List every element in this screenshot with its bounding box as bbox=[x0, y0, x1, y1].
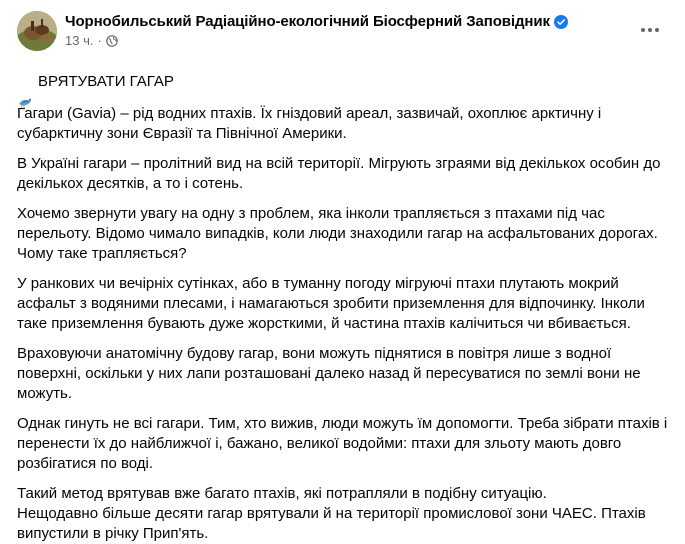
bird-icon bbox=[17, 74, 33, 90]
page-name-link[interactable]: Чорнобильський Радіаційно-екологічний Біосферний Заповідник bbox=[65, 13, 550, 30]
post-title-text: ВРЯТУВАТИ ГАГАР bbox=[38, 73, 174, 90]
post-meta bbox=[65, 10, 568, 49]
post-body bbox=[17, 72, 668, 544]
post-time-row bbox=[65, 33, 568, 49]
post-timestamp[interactable]: 13 ч. bbox=[65, 33, 94, 48]
post-paragraph: Гагари (Gavia) – рід водних птахів. Їх гніздовий ареал, зазвичай, охоплює арктичну і субарктичну зони Євразії та Північної Америки. bbox=[17, 105, 602, 142]
more-options-button[interactable] bbox=[632, 12, 668, 48]
page-avatar[interactable] bbox=[17, 11, 57, 51]
post-paragraph: Враховуючи анатомічну будову гагар, вони можуть піднятися в повітря лише з водної поверхні, оскільки у них лапи розташовані далеко назад й пересуватися по землі вони не можуть. bbox=[17, 345, 641, 402]
page-name-row bbox=[65, 12, 568, 32]
more-options-icon bbox=[641, 28, 645, 32]
post-paragraph: Такий метод врятував вже багато птахів, які потрапляли в подібну ситуацію. Нещодавно більше десяти гагар врятували й на території промислової зони ЧАЕС. Птахів випустили в річку Прип'ять. bbox=[17, 485, 646, 542]
globe-icon[interactable] bbox=[106, 35, 118, 47]
verified-badge-icon bbox=[554, 15, 568, 29]
separator-dot: · bbox=[97, 33, 102, 48]
post-paragraph: В Україні гагари – пролітний вид на всій території. Мігрують зграями від декількох особин до декількох десятків, а то і сотень. bbox=[17, 155, 661, 192]
post-paragraph: Однак гинуть не всі гагари. Тим, хто вижив, люди можуть їм допомогти. Треба зібрати птахів і перенести їх до найближчої і, бажано, великої водойми: птахи для зльоту мають довго розбігатися по воді. bbox=[17, 415, 668, 472]
post-title bbox=[17, 72, 668, 92]
post-paragraph: У ранкових чи вечірніх сутінках, або в туманну погоду мігруючі птахи плутають мокрий асфальт з водяними плесами, і намагаються зробити приземлення для відпочинку. Інколи таке приземлення бувають дуже жорсткими, й частина птахів калічиться чи вбивається. bbox=[17, 275, 645, 332]
post-paragraph: Хочемо звернути увагу на одну з проблем, яка інколи трапляється з птахами під час перельоту. Відомо чимало випадків, коли люди знаходили гагар на асфальтованих дорогах. Чому таке трапляється? bbox=[17, 205, 658, 262]
avatar-image-icon bbox=[17, 11, 57, 51]
post-header bbox=[17, 10, 668, 62]
